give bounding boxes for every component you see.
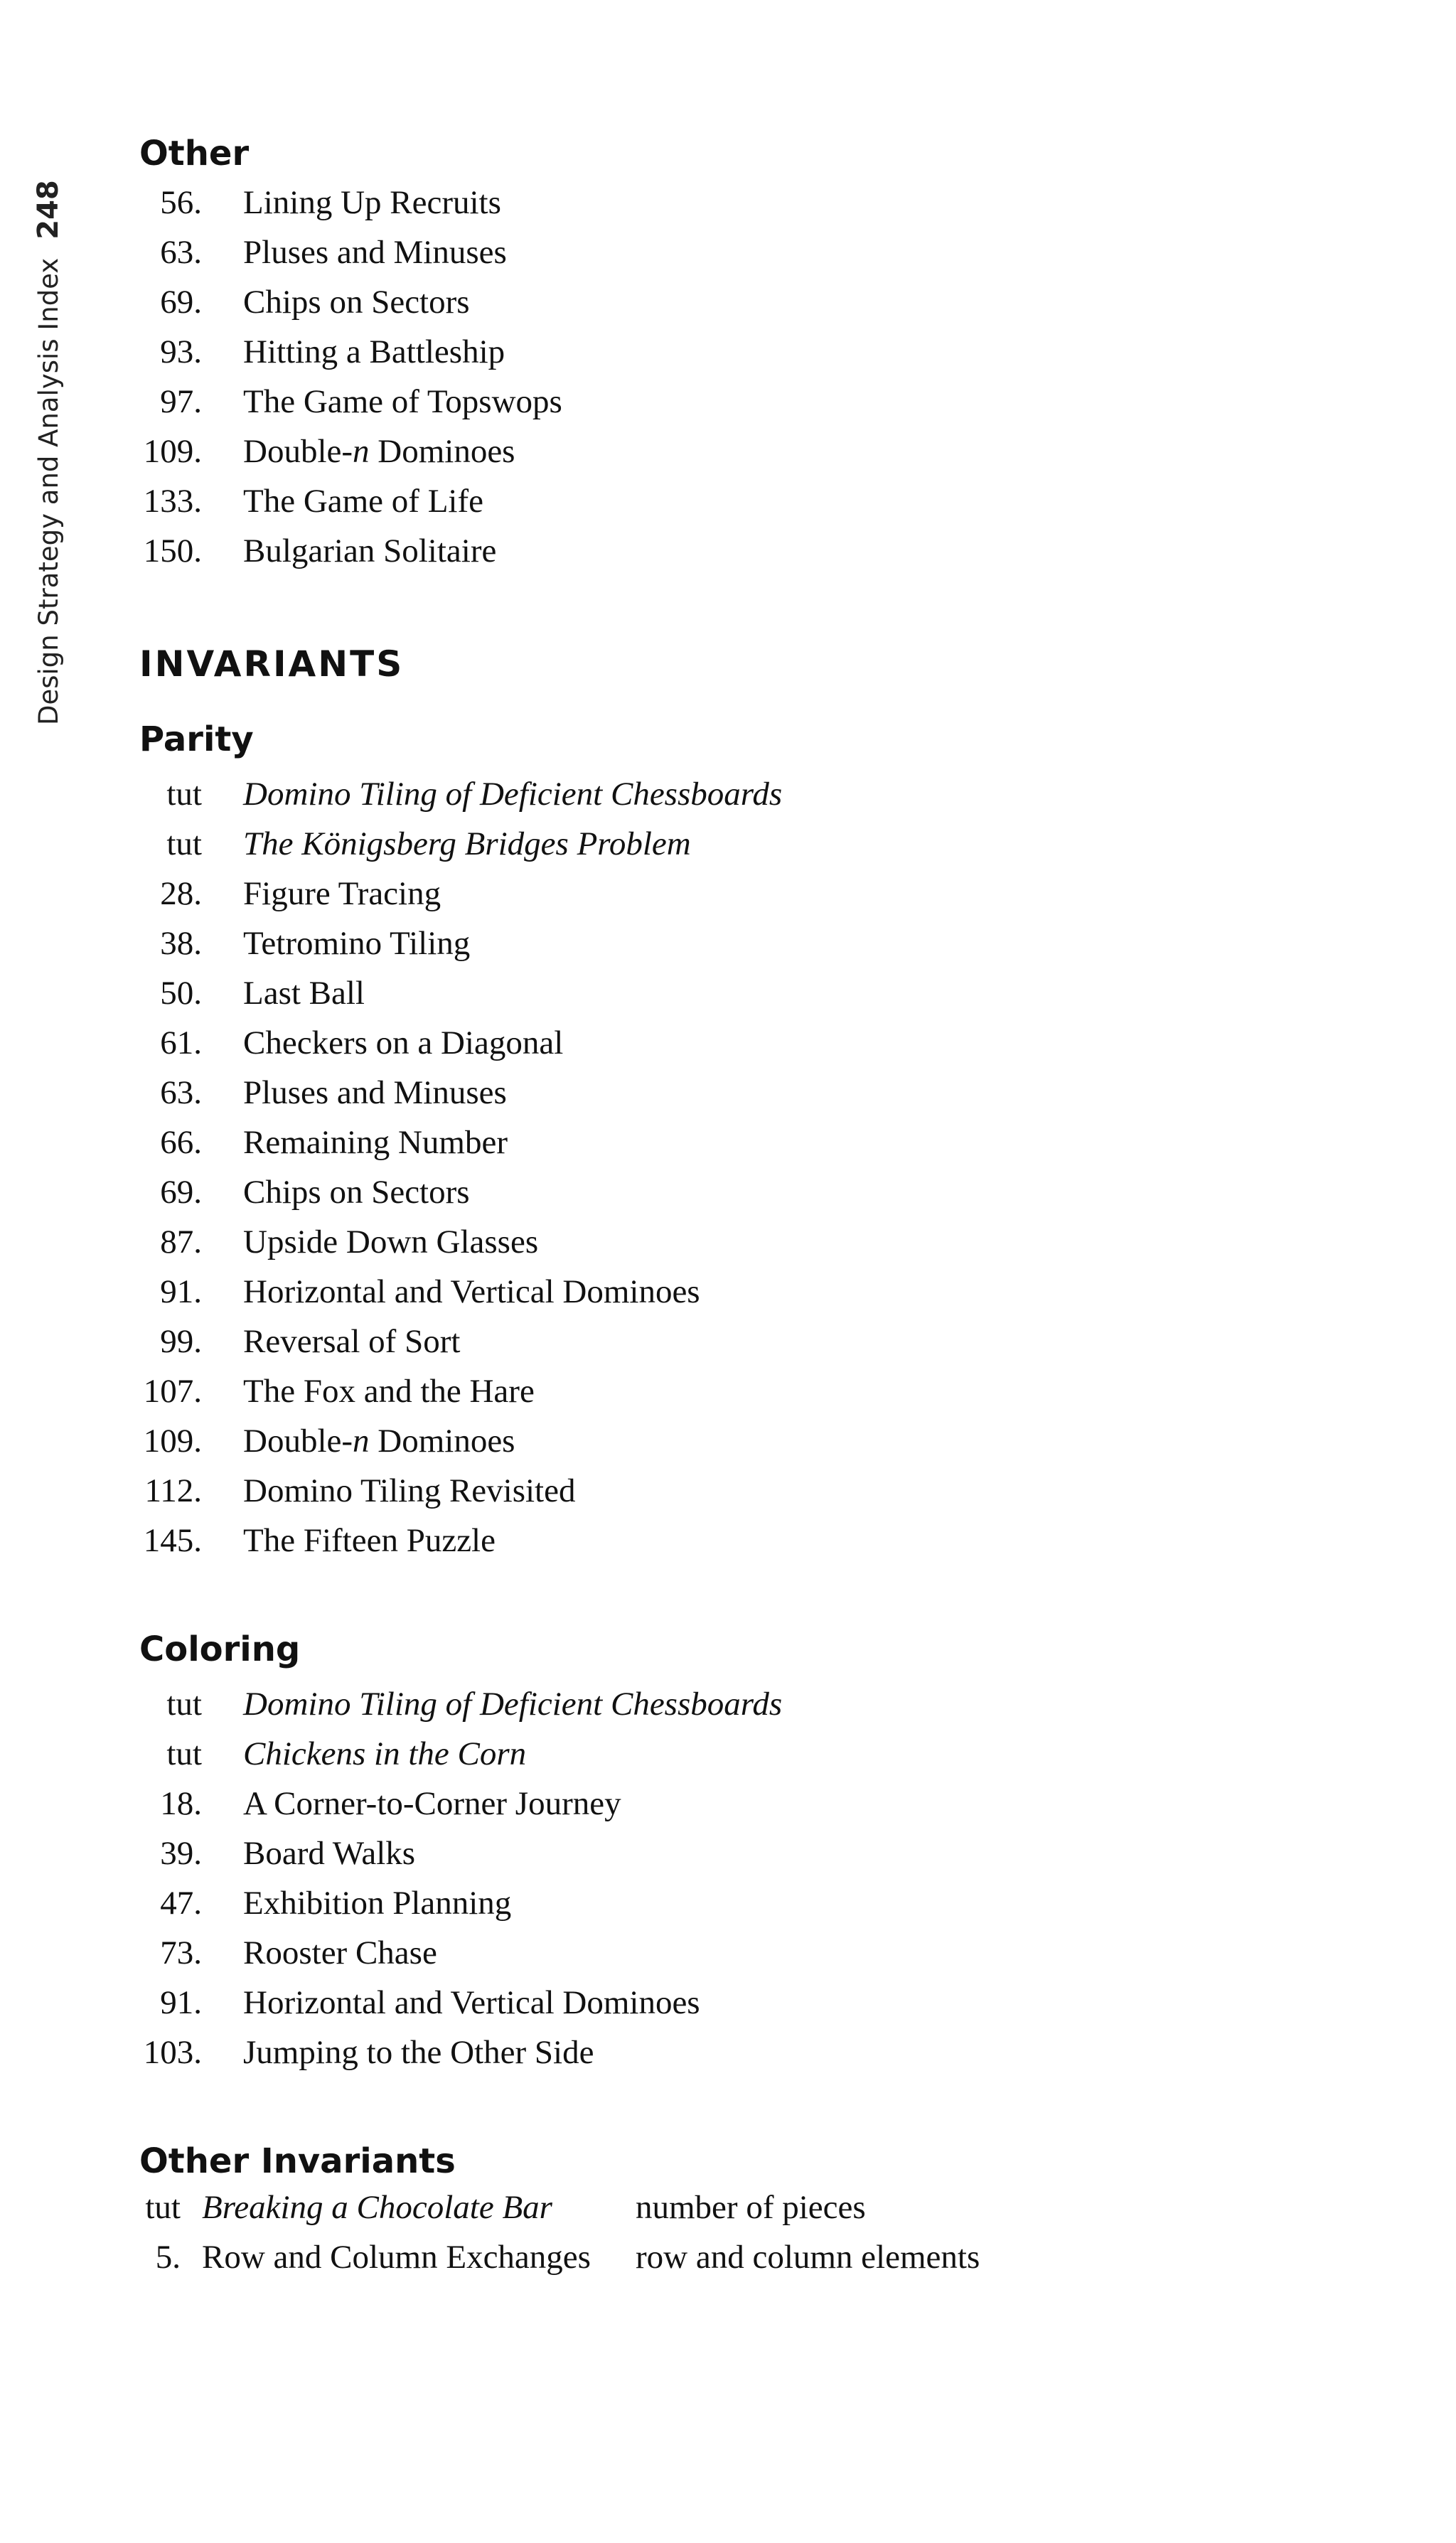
parity-heading: Parity [139, 719, 254, 759]
list-item [139, 1416, 1405, 1466]
other-invariants-table [139, 2183, 1405, 2282]
puzzle-title [243, 432, 515, 471]
table-row [139, 2232, 1405, 2282]
puzzle-number: 28. [160, 875, 202, 912]
list-item [139, 1928, 1405, 1978]
puzzle-number: 97. [160, 383, 202, 420]
puzzle-title: Pluses and Minuses [243, 234, 507, 271]
puzzle-title: Chips on Sectors [243, 1174, 470, 1211]
list-item [139, 1516, 1405, 1565]
puzzle-number: 73. [160, 1934, 202, 1971]
list-item [139, 277, 1405, 327]
index-content [139, 128, 1405, 2282]
list-item [139, 1217, 1405, 1267]
invariants-heading: INVARIANTS [139, 643, 405, 685]
list-item [139, 1118, 1405, 1167]
puzzle-title: Remaining Number [243, 1124, 508, 1161]
list-item [139, 769, 1405, 819]
list-item [139, 1167, 1405, 1217]
puzzle-number: 112. [144, 1472, 202, 1509]
puzzle-number: tut [145, 2189, 181, 2226]
list-item [139, 869, 1405, 919]
puzzle-number: 87. [160, 1224, 202, 1260]
puzzle-title: The Game of Topswops [243, 383, 562, 420]
puzzle-title: Upside Down Glasses [243, 1224, 539, 1260]
puzzle-number: 150. [143, 532, 202, 569]
puzzle-number: 69. [160, 284, 202, 321]
puzzle-number: 39. [160, 1835, 202, 1872]
puzzle-title: A Corner-to-Corner Journey [243, 1785, 621, 1822]
puzzle-title: Board Walks [243, 1835, 416, 1872]
puzzle-title: Pluses and Minuses [243, 1074, 507, 1111]
puzzle-title: Figure Tracing [243, 875, 441, 912]
puzzle-title: Domino Tiling of Deficient Chessboards [243, 1686, 783, 1723]
puzzle-number: tut [166, 1686, 202, 1723]
puzzle-title: Row and Column Exchanges [202, 2239, 591, 2276]
puzzle-number: 69. [160, 1174, 202, 1211]
puzzle-number: 145. [143, 1522, 202, 1559]
list-item [139, 819, 1405, 869]
puzzle-title: The Fox and the Hare [243, 1373, 535, 1410]
puzzle-number: 66. [160, 1124, 202, 1161]
puzzle-number: 63. [160, 1074, 202, 1111]
page-number: 248 [32, 180, 65, 240]
list-item [139, 526, 1405, 576]
list-item [139, 427, 1405, 476]
puzzle-number: 61. [160, 1024, 202, 1061]
title-italic-part: n [353, 433, 370, 470]
puzzle-number: 38. [160, 925, 202, 962]
list-item [139, 1779, 1405, 1829]
other-heading: Other [139, 134, 250, 173]
puzzle-title: Breaking a Chocolate Bar [202, 2189, 552, 2226]
list-item [139, 1679, 1405, 1729]
puzzle-number: 109. [143, 1423, 202, 1460]
puzzle-number: 5. [155, 2239, 181, 2276]
puzzle-title: Tetromino Tiling [243, 925, 471, 962]
list-item [139, 1829, 1405, 1878]
puzzle-title: Chickens in the Corn [243, 1735, 527, 1772]
invariant-description: number of pieces [636, 2189, 866, 2226]
list-item [139, 1878, 1405, 1928]
coloring-heading: Coloring [139, 1629, 301, 1669]
list-item [139, 1466, 1405, 1516]
parity-list [139, 769, 1405, 1565]
list-item [139, 968, 1405, 1018]
puzzle-number: 18. [160, 1785, 202, 1822]
title-part: Double- [243, 433, 353, 470]
puzzle-number: 133. [143, 483, 202, 520]
list-item [139, 1018, 1405, 1068]
puzzle-number: 91. [160, 1984, 202, 2021]
puzzle-number: 47. [160, 1885, 202, 1922]
puzzle-title: Chips on Sectors [243, 284, 470, 321]
list-item [139, 1267, 1405, 1317]
running-header [33, 142, 64, 725]
puzzle-title: Hitting a Battleship [243, 333, 505, 370]
puzzle-number: tut [166, 1735, 202, 1772]
puzzle-title: Domino Tiling of Deficient Chessboards [243, 776, 783, 813]
puzzle-number: 63. [160, 234, 202, 271]
puzzle-number: 103. [143, 2034, 202, 2071]
puzzle-title: Exhibition Planning [243, 1885, 512, 1922]
invariant-description: row and column elements [636, 2239, 980, 2276]
puzzle-title: The Game of Life [243, 483, 483, 520]
puzzle-title: Horizontal and Vertical Dominoes [243, 1273, 700, 1310]
list-item [139, 1068, 1405, 1118]
list-item [139, 1366, 1405, 1416]
puzzle-number: 56. [160, 184, 202, 221]
list-item [139, 919, 1405, 968]
list-item [139, 327, 1405, 377]
puzzle-number: 91. [160, 1273, 202, 1310]
puzzle-number: tut [166, 825, 202, 862]
title-part: Dominoes [369, 433, 515, 470]
puzzle-title: Bulgarian Solitaire [243, 532, 497, 569]
running-header-title: Design Strategy and Analysis Index [33, 257, 64, 725]
other-list [139, 178, 1405, 576]
title-part: Dominoes [369, 1423, 515, 1460]
list-item [139, 476, 1405, 526]
title-part: Double- [243, 1423, 353, 1460]
puzzle-number: 107. [143, 1373, 202, 1410]
puzzle-title: Horizontal and Vertical Dominoes [243, 1984, 700, 2021]
puzzle-title: Rooster Chase [243, 1934, 437, 1971]
puzzle-title: Lining Up Recruits [243, 184, 501, 221]
table-row [139, 2183, 1405, 2232]
title-italic-part: n [353, 1423, 370, 1460]
list-item [139, 1978, 1405, 2028]
puzzle-title: Checkers on a Diagonal [243, 1024, 564, 1061]
puzzle-title [243, 1422, 515, 1460]
puzzle-title: Domino Tiling Revisited [243, 1472, 576, 1509]
list-item [139, 227, 1405, 277]
puzzle-number: tut [166, 776, 202, 813]
puzzle-number: 99. [160, 1323, 202, 1360]
list-item [139, 2028, 1405, 2077]
puzzle-title: Last Ball [243, 975, 365, 1012]
list-item [139, 1729, 1405, 1779]
list-item [139, 1317, 1405, 1366]
list-item [139, 377, 1405, 427]
puzzle-number: 93. [160, 333, 202, 370]
puzzle-number: 109. [143, 433, 202, 470]
coloring-list [139, 1679, 1405, 2077]
puzzle-number: 50. [160, 975, 202, 1012]
puzzle-title: The Königsberg Bridges Problem [243, 825, 691, 862]
puzzle-title: Jumping to the Other Side [243, 2034, 594, 2071]
puzzle-title: Reversal of Sort [243, 1323, 461, 1360]
other-invariants-heading: Other Invariants [139, 2141, 456, 2181]
puzzle-title: The Fifteen Puzzle [243, 1522, 496, 1559]
list-item [139, 178, 1405, 227]
